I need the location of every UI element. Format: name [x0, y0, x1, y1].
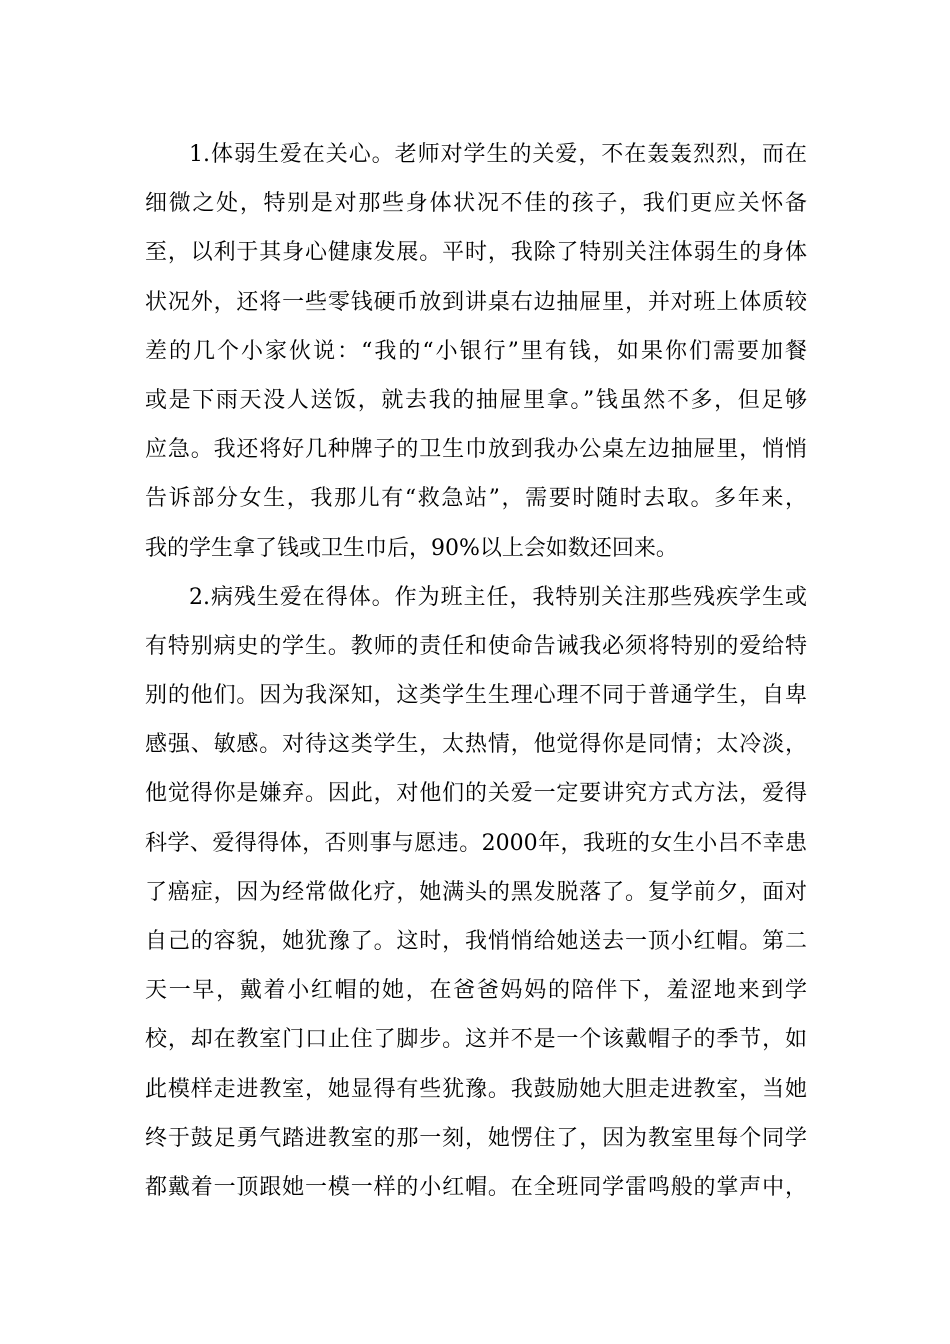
paragraph-line: 2.病残生爱在得体。作为班主任，我特别关注那些残疾学生或 [189, 584, 807, 610]
paragraph-disabled-students [145, 573, 807, 1212]
paragraph-line: 或是下雨天没人送饭，就去我的抽屉里拿。”钱虽然不多，但足够 [145, 387, 807, 413]
paragraph-line: 差的几个小家伙说：“我的“小银行”里有钱，如果你们需要加餐 [145, 338, 807, 364]
paragraph-line: 科学、爱得得体，否则事与愿违。2000年，我班的女生小吕不幸患 [145, 830, 807, 856]
paragraph-line: 告诉部分女生，我那儿有“救急站”，需要时随时去取。多年来， [145, 486, 807, 512]
paragraph-line: 他觉得你是嫌弃。因此，对他们的关爱一定要讲究方式方法，爱得 [145, 781, 807, 807]
paragraph-frail-students [145, 130, 807, 573]
paragraph-line: 状况外，还将一些零钱硬币放到讲桌右边抽屉里，并对班上体质较 [145, 289, 807, 315]
paragraph-line: 有特别病史的学生。教师的责任和使命告诫我必须将特别的爱给特 [145, 633, 807, 659]
paragraph-line: 此模样走进教室，她显得有些犹豫。我鼓励她大胆走进教室，当她 [145, 1076, 807, 1102]
paragraph-line: 感强、敏感。对待这类学生，太热情，他觉得你是同情；太冷淡， [145, 732, 807, 758]
paragraph-line: 终于鼓足勇气踏进教室的那一刻，她愣住了，因为教室里每个同学 [145, 1125, 807, 1151]
paragraph-line: 至，以利于其身心健康发展。平时，我除了特别关注体弱生的身体 [145, 240, 807, 266]
document-body [145, 130, 807, 1212]
paragraph-line: 细微之处，特别是对那些身体状况不佳的孩子，我们更应关怀备 [145, 191, 807, 217]
paragraph-line: 校，却在教室门口止住了脚步。这并不是一个该戴帽子的季节，如 [145, 1027, 807, 1053]
paragraph-line: 天一早，戴着小红帽的她，在爸爸妈妈的陪伴下，羞涩地来到学 [145, 978, 807, 1004]
paragraph-line: 都戴着一顶跟她一模一样的小红帽。在全班同学雷鸣般的掌声中， [145, 1174, 807, 1200]
paragraph-line: 了癌症，因为经常做化疗，她满头的黑发脱落了。复学前夕，面对 [145, 879, 807, 905]
paragraph-line: 我的学生拿了钱或卫生巾后，90%以上会如数还回来。 [145, 535, 678, 561]
paragraph-line: 自己的容貌，她犹豫了。这时，我悄悄给她送去一顶小红帽。第二 [145, 929, 807, 954]
paragraph-line: 1.体弱生爱在关心。老师对学生的关爱，不在轰轰烈烈，而在 [189, 142, 807, 167]
paragraph-line: 别的他们。因为我深知，这类学生生理心理不同于普通学生，自卑 [145, 683, 807, 709]
paragraph-line: 应急。我还将好几种牌子的卫生巾放到我办公桌左边抽屉里，悄悄 [145, 437, 807, 463]
